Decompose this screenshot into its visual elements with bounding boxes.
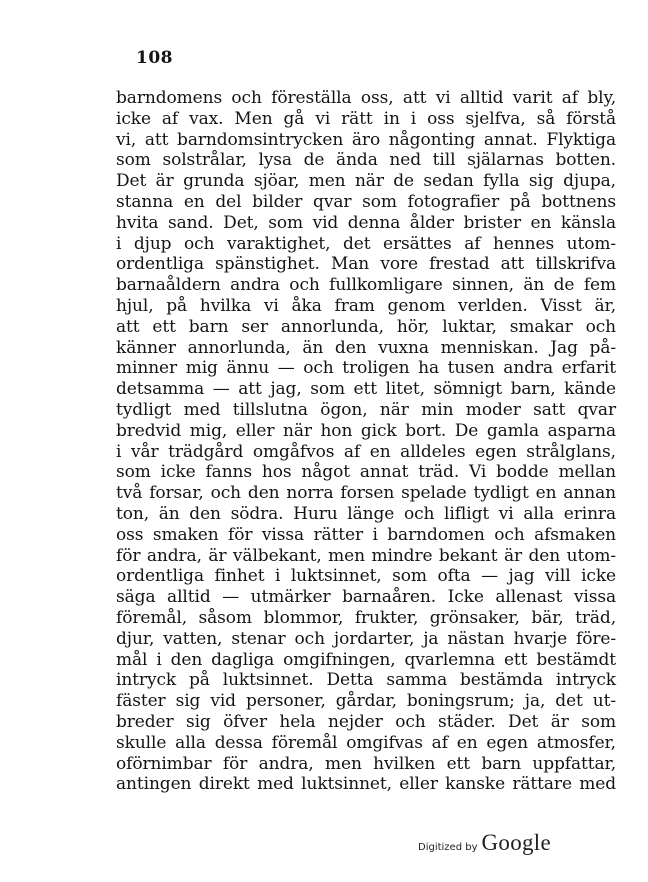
- text-line: antingen direkt med luktsinnet, eller kanske rättare med: [116, 774, 616, 795]
- text-line: icke af vax. Men gå vi rätt in i oss sjelfva, så förstå: [116, 108, 616, 129]
- text-line: ton, än den södra. Huru länge och lifligt vi alla erinra: [116, 503, 616, 524]
- text-line: säga alltid — utmärker barnaåren. Icke allenast vissa: [116, 587, 616, 608]
- page-number: 108: [136, 48, 173, 68]
- text-line: vi, att barndomsintrycken äro någonting annat. Flyktiga: [116, 129, 616, 150]
- text-line: skulle alla dessa föremål omgifvas af en egen atmosfer,: [116, 732, 616, 753]
- text-line: Det är grunda sjöar, men när de sedan fylla sig djupa,: [116, 171, 616, 192]
- text-line: känner annorlunda, än den vuxna menniskan. Jag på-: [116, 337, 616, 358]
- text-line: oförnimbar för andra, men hvilken ett barn uppfattar,: [116, 753, 616, 774]
- text-line: bredvid mig, eller när hon gick bort. De gamla asparna: [116, 420, 616, 441]
- text-line: minner mig ännu — och troligen ha tusen andra erfarit: [116, 358, 616, 379]
- text-line: barnaåldern andra och fullkomligare sinnen, än de fem: [116, 275, 616, 296]
- digitized-by-label: Digitized by: [418, 842, 478, 853]
- text-line: mål i den dagliga omgifningen, qvarlemna ett bestämdt: [116, 649, 616, 670]
- text-line: detsamma — att jag, som ett litet, sömnigt barn, kände: [116, 379, 616, 400]
- text-line: hjul, på hvilka vi åka fram genom verlden. Visst är,: [116, 295, 616, 316]
- text-line: i vår trädgård omgåfvos af en alldeles egen strålglans,: [116, 441, 616, 462]
- text-line: oss smaken för vissa rätter i barndomen och afsmaken: [116, 524, 616, 545]
- text-line: intryck på luktsinnet. Detta samma bestämda intryck: [116, 670, 616, 691]
- digitized-watermark: [418, 830, 551, 856]
- text-line: som solstrålar, lysa de ända ned till själarnas botten.: [116, 150, 616, 171]
- text-line: tydligt med tillslutna ögon, när min moder satt qvar: [116, 399, 616, 420]
- text-line: fäster sig vid personer, gårdar, boningsrum; ja, det ut-: [116, 691, 616, 712]
- text-line: föremål, såsom blommor, frukter, grönsaker, bär, träd,: [116, 607, 616, 628]
- text-line: ordentliga finhet i luktsinnet, som ofta — jag vill icke: [116, 566, 616, 587]
- text-line: breder sig öfver hela nejder och städer. Det är som: [116, 711, 616, 732]
- text-line: ordentliga spänstighet. Man vore frestad att tillskrifva: [116, 254, 616, 275]
- google-logo: Google: [481, 830, 552, 855]
- text-line: att ett barn ser annorlunda, hör, luktar, smakar och: [116, 316, 616, 337]
- body-text: [116, 88, 616, 795]
- text-line: för andra, är välbekant, men mindre bekant är den utom-: [116, 545, 616, 566]
- text-line: hvita sand. Det, som vid denna ålder brister en känsla: [116, 212, 616, 233]
- text-line: djur, vatten, stenar och jordarter, ja nästan hvarje före-: [116, 628, 616, 649]
- text-line: i djup och varaktighet, det ersättes af hennes utom-: [116, 233, 616, 254]
- text-line: barndomens och föreställa oss, att vi alltid varit af bly,: [116, 88, 616, 108]
- text-line: stanna en del bilder qvar som fotografier på bottnens: [116, 191, 616, 212]
- text-line: som icke fanns hos något annat träd. Vi bodde mellan: [116, 462, 616, 483]
- text-line: två forsar, och den norra forsen spelade tydligt en annan: [116, 483, 616, 504]
